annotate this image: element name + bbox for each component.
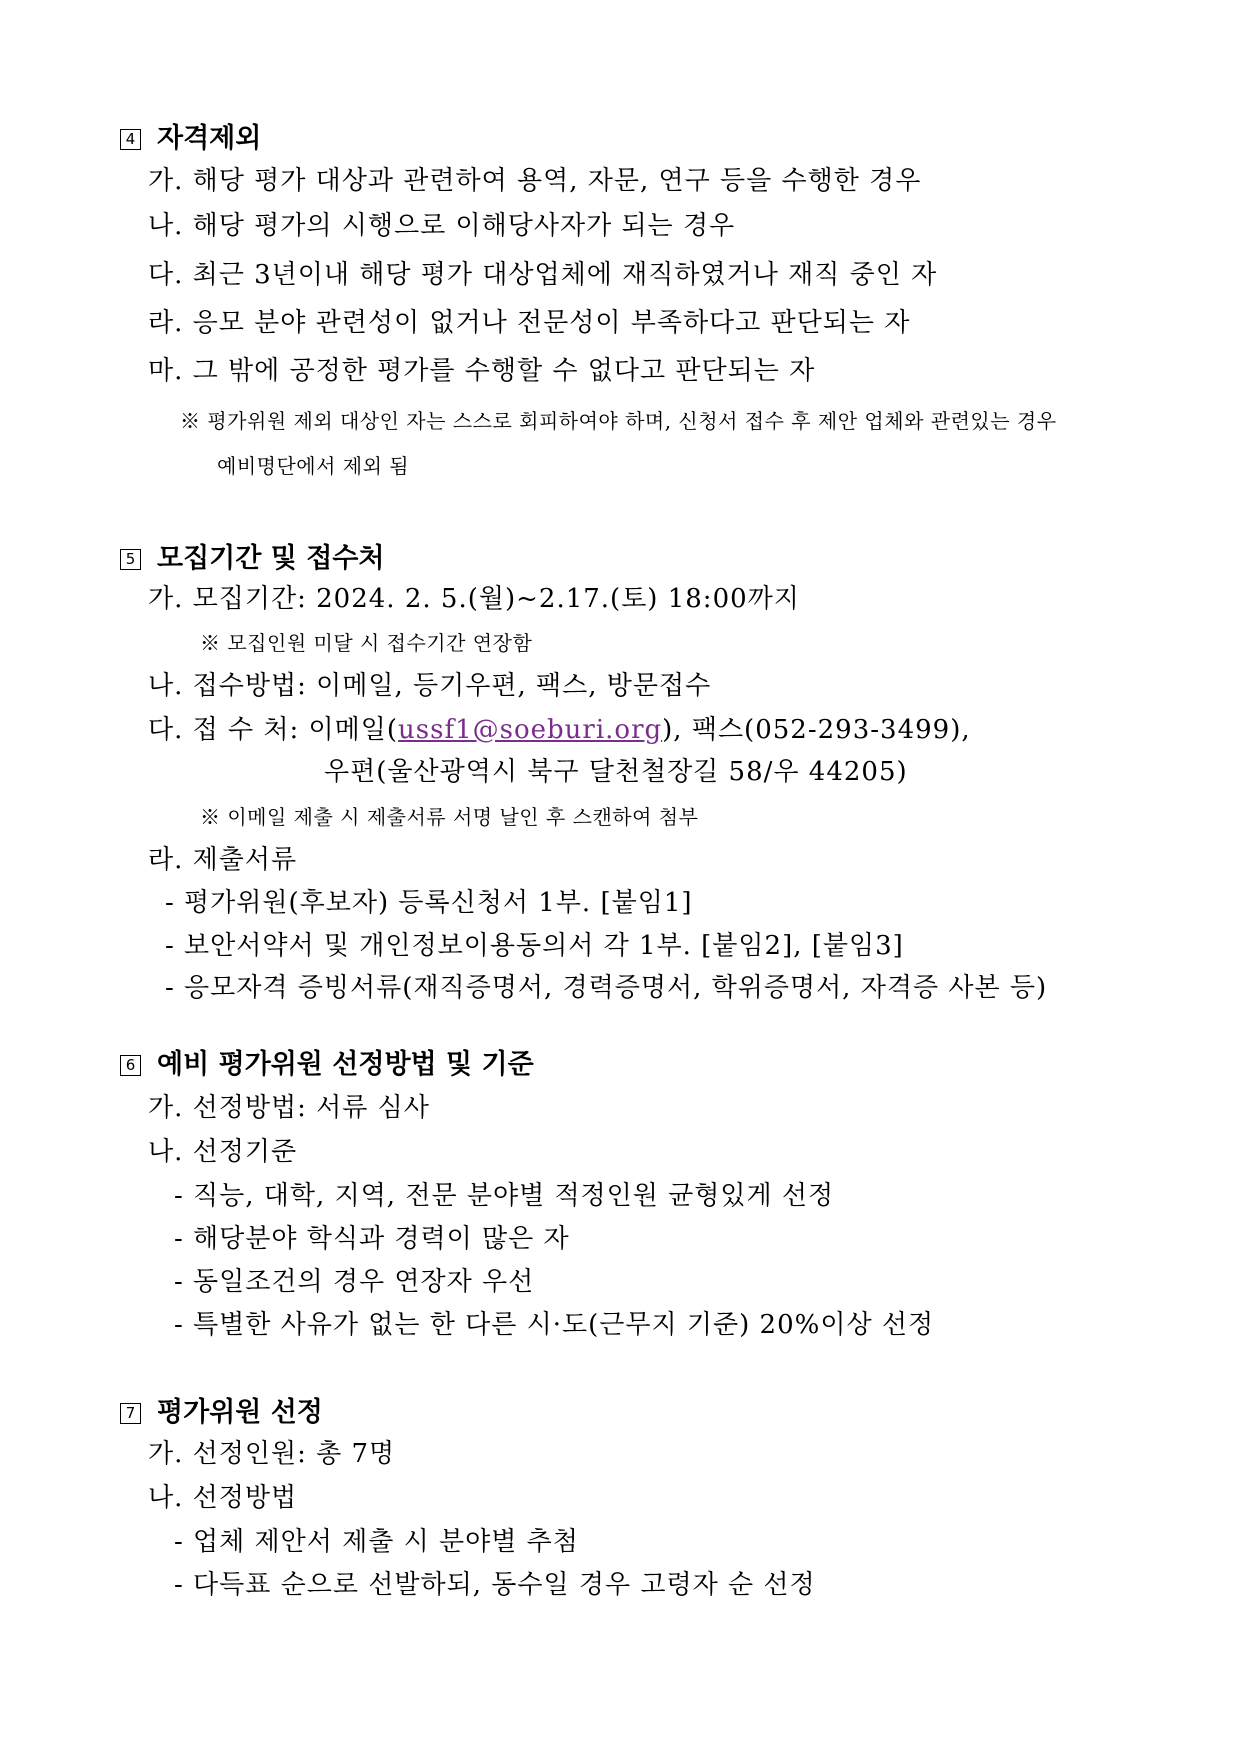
section-6-heading bbox=[120, 1042, 534, 1081]
place-line bbox=[148, 709, 971, 746]
section-title: 예비 평가위원 선정방법 및 기준 bbox=[157, 1049, 534, 1080]
section-number-box: 4 bbox=[120, 129, 141, 150]
list-item: - 업체 제안서 제출 시 분야별 추첨 bbox=[174, 1527, 579, 1557]
section-5-heading bbox=[120, 536, 384, 575]
list-item: - 동일조건의 경우 연장자 우선 bbox=[174, 1267, 535, 1297]
note-text: ※ 모집인원 미달 시 접수기간 연장함 bbox=[200, 631, 533, 655]
place-suffix: ), 팩스(052-293-3499), bbox=[662, 715, 971, 745]
email-link[interactable]: ussf1@soeburi.org bbox=[398, 715, 663, 745]
list-item: 다. 최근 3년이내 해당 평가 대상업체에 재직하였거나 재직 중인 자 bbox=[148, 260, 938, 290]
section-title: 모집기간 및 접수처 bbox=[157, 543, 385, 574]
note-text: 예비명단에서 제외 됨 bbox=[217, 454, 410, 478]
section-number-box: 5 bbox=[120, 549, 141, 570]
place-prefix: 다. 접 수 처: 이메일( bbox=[148, 715, 399, 745]
note-text: ※ 평가위원 제외 대상인 자는 스스로 회피하여야 하며, 신청서 접수 후 제안 업체와 관련있는 경우 bbox=[180, 409, 1057, 433]
section-title: 자격제외 bbox=[157, 123, 262, 154]
count-line: 가. 선정인원: 총 7명 bbox=[148, 1439, 396, 1469]
list-item: - 직능, 대학, 지역, 전문 분야별 적정인원 균형있게 선정 bbox=[174, 1181, 835, 1211]
criteria-title: 나. 선정기준 bbox=[148, 1137, 298, 1167]
section-number-box: 6 bbox=[120, 1055, 141, 1076]
period-line: 가. 모집기간: 2024. 2. 5.(월)~2.17.(토) 18:00까지 bbox=[148, 584, 800, 614]
note-text: ※ 이메일 제출 시 제출서류 서명 날인 후 스캔하여 첨부 bbox=[200, 805, 699, 829]
section-title: 평가위원 선정 bbox=[157, 1397, 323, 1428]
address-line: 우편(울산광역시 북구 달천철장길 58/우 44205) bbox=[324, 757, 908, 787]
list-item: - 특별한 사유가 없는 한 다른 시·도(근무지 기준) 20%이상 선정 bbox=[174, 1310, 935, 1340]
section-number-box: 7 bbox=[120, 1403, 141, 1424]
method-line: 가. 선정방법: 서류 심사 bbox=[148, 1093, 430, 1123]
method-line: 나. 접수방법: 이메일, 등기우편, 팩스, 방문접수 bbox=[148, 671, 712, 701]
section-7-heading bbox=[120, 1390, 323, 1429]
list-item: - 다득표 순으로 선발하되, 동수일 경우 고령자 순 선정 bbox=[174, 1570, 816, 1600]
list-item: - 해당분야 학식과 경력이 많은 자 bbox=[174, 1224, 570, 1254]
list-item: 라. 응모 분야 관련성이 없거나 전문성이 부족하다고 판단되는 자 bbox=[148, 308, 911, 338]
list-item: - 평가위원(후보자) 등록신청서 1부. [붙임1] bbox=[165, 888, 693, 918]
list-item: 마. 그 밖에 공정한 평가를 수행할 수 없다고 판단되는 자 bbox=[148, 356, 816, 386]
method-title: 나. 선정방법 bbox=[148, 1483, 298, 1513]
list-item: 나. 해당 평가의 시행으로 이해당사자가 되는 경우 bbox=[148, 211, 736, 241]
docs-title: 라. 제출서류 bbox=[148, 845, 298, 875]
list-item: - 응모자격 증빙서류(재직증명서, 경력증명서, 학위증명서, 자격증 사본 등) bbox=[165, 973, 1048, 1003]
list-item: 가. 해당 평가 대상과 관련하여 용역, 자문, 연구 등을 수행한 경우 bbox=[148, 166, 922, 196]
list-item: - 보안서약서 및 개인정보이용동의서 각 1부. [붙임2], [붙임3] bbox=[165, 931, 904, 961]
section-4-heading bbox=[120, 116, 261, 155]
